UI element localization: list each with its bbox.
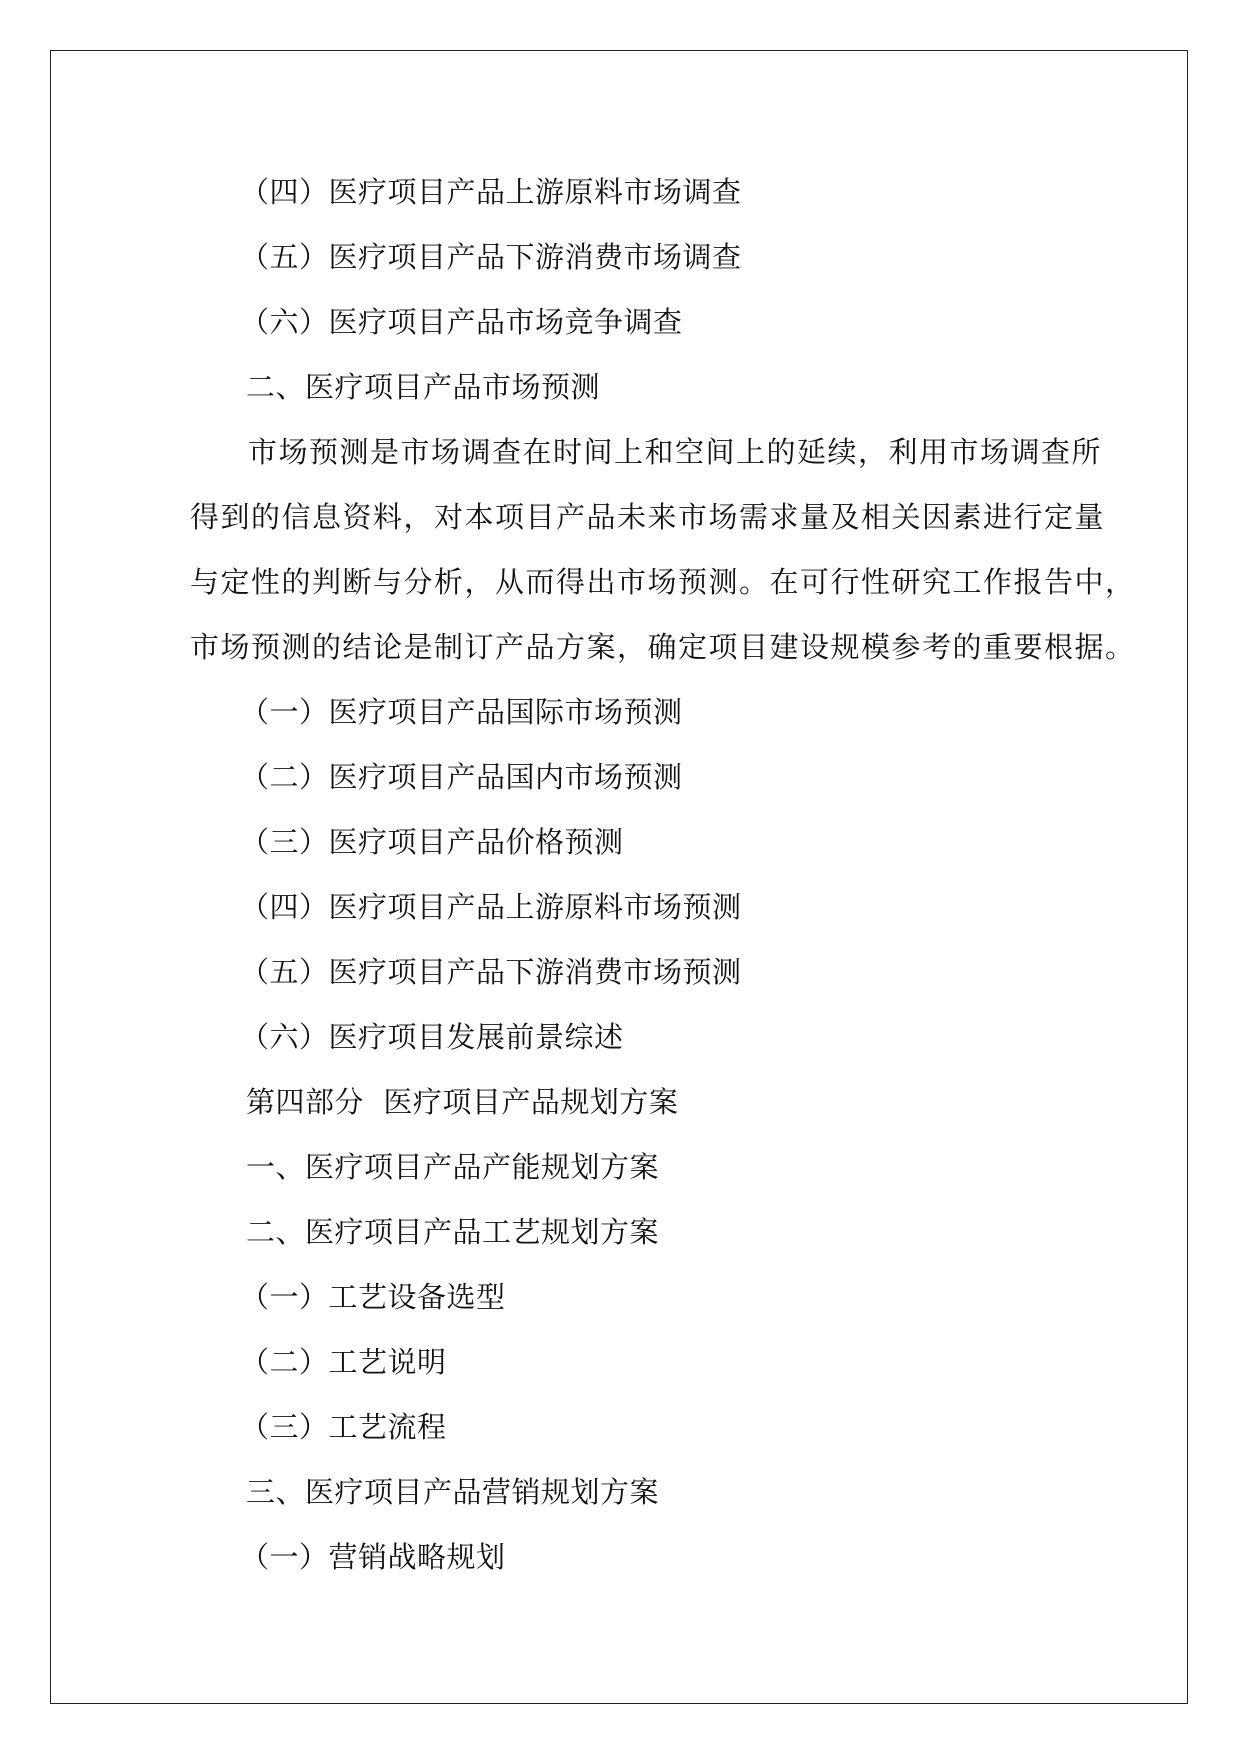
paragraph-line: 与定性的判断与分析，从而得出市场预测。在可行性研究工作报告中，	[190, 565, 1136, 599]
list-item: （五）医疗项目产品下游消费市场调查	[240, 240, 742, 274]
list-item: （一）营销战略规划	[240, 1540, 506, 1574]
list-item: （三）工艺流程	[240, 1410, 447, 1444]
section-heading: 一、医疗项目产品产能规划方案	[246, 1150, 660, 1184]
list-item: （二）医疗项目产品国内市场预测	[240, 760, 683, 794]
list-item: （四）医疗项目产品上游原料市场调查	[240, 175, 742, 209]
section-heading: 三、医疗项目产品营销规划方案	[246, 1475, 660, 1509]
list-item: （三）医疗项目产品价格预测	[240, 825, 624, 859]
list-item: （六）医疗项目发展前景综述	[240, 1020, 624, 1054]
list-item: （四）医疗项目产品上游原料市场预测	[240, 890, 742, 924]
section-heading: 二、医疗项目产品工艺规划方案	[246, 1215, 660, 1249]
paragraph-line: 市场预测的结论是制订产品方案，确定项目建设规模参考的重要根据。	[190, 630, 1136, 664]
section-heading: 二、医疗项目产品市场预测	[246, 370, 601, 404]
list-item: （五）医疗项目产品下游消费市场预测	[240, 955, 742, 989]
list-item: （一）工艺设备选型	[240, 1280, 506, 1314]
list-item: （六）医疗项目产品市场竞争调查	[240, 305, 683, 339]
paragraph-line: 得到的信息资料，对本项目产品未来市场需求量及相关因素进行定量	[190, 500, 1106, 534]
paragraph-line: 市场预测是市场调查在时间上和空间上的延续，利用市场调查所	[248, 435, 1103, 469]
list-item: （一）医疗项目产品国际市场预测	[240, 695, 683, 729]
part-heading: 第四部分 医疗项目产品规划方案	[246, 1085, 679, 1119]
document-body	[190, 160, 1136, 1590]
list-item: （二）工艺说明	[240, 1345, 447, 1379]
